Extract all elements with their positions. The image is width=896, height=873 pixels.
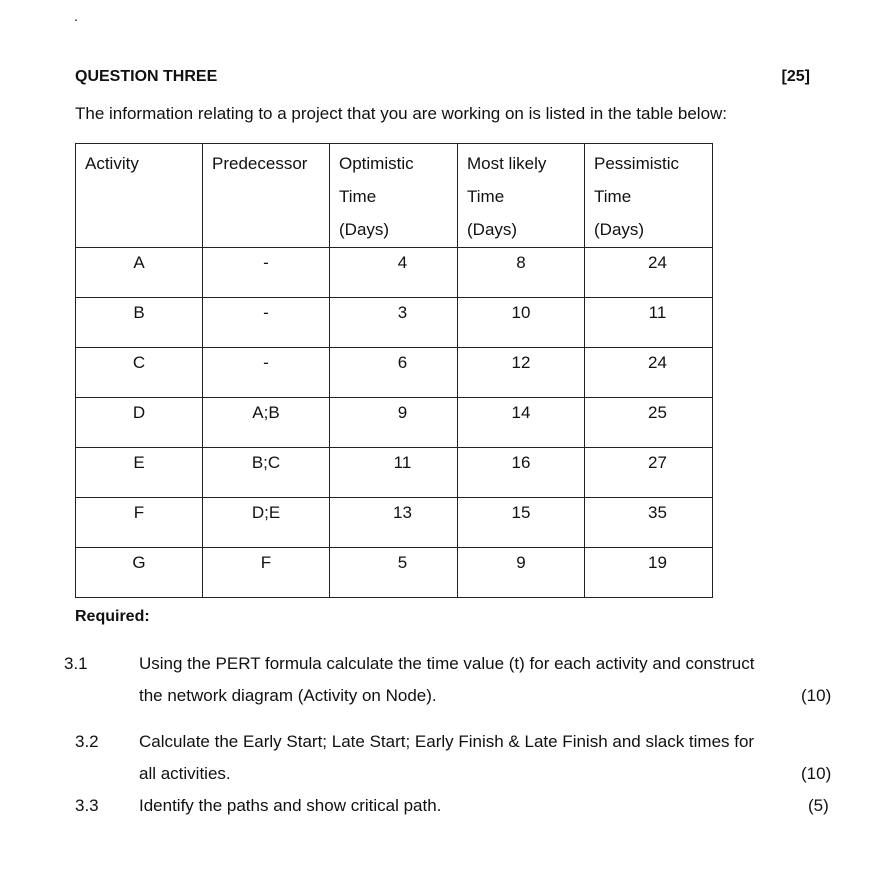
cell-most-likely: 16 <box>458 448 585 498</box>
requirement-text-line1: Calculate the Early Start; Late Start; Early Finish & Late Finish and slack times for <box>139 732 755 751</box>
cell-pessimistic: 27 <box>585 448 713 498</box>
cell-pessimistic: 35 <box>585 498 713 548</box>
cell-optimistic: 6 <box>330 348 458 398</box>
cell-pessimistic: 24 <box>585 248 713 298</box>
required-heading: Required: <box>75 608 150 625</box>
cell-activity: B <box>76 298 203 348</box>
cell-activity: G <box>76 548 203 598</box>
header-most-likely-time: Most likely Time (Days) <box>458 144 585 248</box>
cell-pessimistic: 11 <box>585 298 713 348</box>
table-row <box>76 248 713 298</box>
cell-predecessor: - <box>203 348 330 398</box>
header-activity: Activity <box>76 144 203 248</box>
requirement-marks: (10) <box>801 686 832 705</box>
cell-predecessor: F <box>203 548 330 598</box>
requirement-text-line1: Identify the paths and show critical path. <box>139 796 442 815</box>
table-row <box>76 348 713 398</box>
requirement-marks: (10) <box>801 764 832 783</box>
cell-pessimistic: 19 <box>585 548 713 598</box>
table-row <box>76 298 713 348</box>
cell-optimistic: 5 <box>330 548 458 598</box>
cell-optimistic: 9 <box>330 398 458 448</box>
requirement-text-line2: all activities. <box>139 764 231 783</box>
question-title: QUESTION THREE <box>75 68 218 85</box>
requirement-marks: (5) <box>808 796 829 815</box>
cell-predecessor: D;E <box>203 498 330 548</box>
cell-predecessor: - <box>203 298 330 348</box>
requirement-text-line1: Using the PERT formula calculate the time value (t) for each activity and construct <box>139 654 755 673</box>
cell-optimistic: 3 <box>330 298 458 348</box>
cell-activity: D <box>76 398 203 448</box>
header-pessimistic-time: Pessimistic Time (Days) <box>585 144 713 248</box>
header-predecessor: Predecessor <box>203 144 330 248</box>
cell-optimistic: 11 <box>330 448 458 498</box>
table-row <box>76 448 713 498</box>
cell-predecessor: A;B <box>203 398 330 448</box>
cell-activity: C <box>76 348 203 398</box>
question-heading <box>75 68 810 86</box>
cell-activity: F <box>76 498 203 548</box>
requirement-text-line2: the network diagram (Activity on Node). <box>139 686 437 705</box>
question-intro: The information relating to a project that you are working on is listed in the table below: <box>75 104 728 123</box>
cell-predecessor: - <box>203 248 330 298</box>
cell-optimistic: 4 <box>330 248 458 298</box>
cell-pessimistic: 25 <box>585 398 713 448</box>
cell-predecessor: B;C <box>203 448 330 498</box>
table-header-row <box>76 144 713 248</box>
requirement-number: 3.2 <box>75 732 99 751</box>
cell-most-likely: 15 <box>458 498 585 548</box>
cell-activity: E <box>76 448 203 498</box>
cell-most-likely: 14 <box>458 398 585 448</box>
table-row <box>76 548 713 598</box>
requirement-number: 3.3 <box>75 796 99 815</box>
cell-activity: A <box>76 248 203 298</box>
cell-most-likely: 10 <box>458 298 585 348</box>
header-optimistic-time: Optimistic Time (Days) <box>330 144 458 248</box>
question-total-marks: [25] <box>781 68 810 85</box>
cell-pessimistic: 24 <box>585 348 713 398</box>
table-row <box>76 398 713 448</box>
cell-most-likely: 12 <box>458 348 585 398</box>
activity-table <box>75 143 713 598</box>
table-row <box>76 498 713 548</box>
cell-most-likely: 8 <box>458 248 585 298</box>
page-marker-dot: . <box>74 8 78 24</box>
cell-optimistic: 13 <box>330 498 458 548</box>
cell-most-likely: 9 <box>458 548 585 598</box>
requirement-number: 3.1 <box>64 654 88 673</box>
